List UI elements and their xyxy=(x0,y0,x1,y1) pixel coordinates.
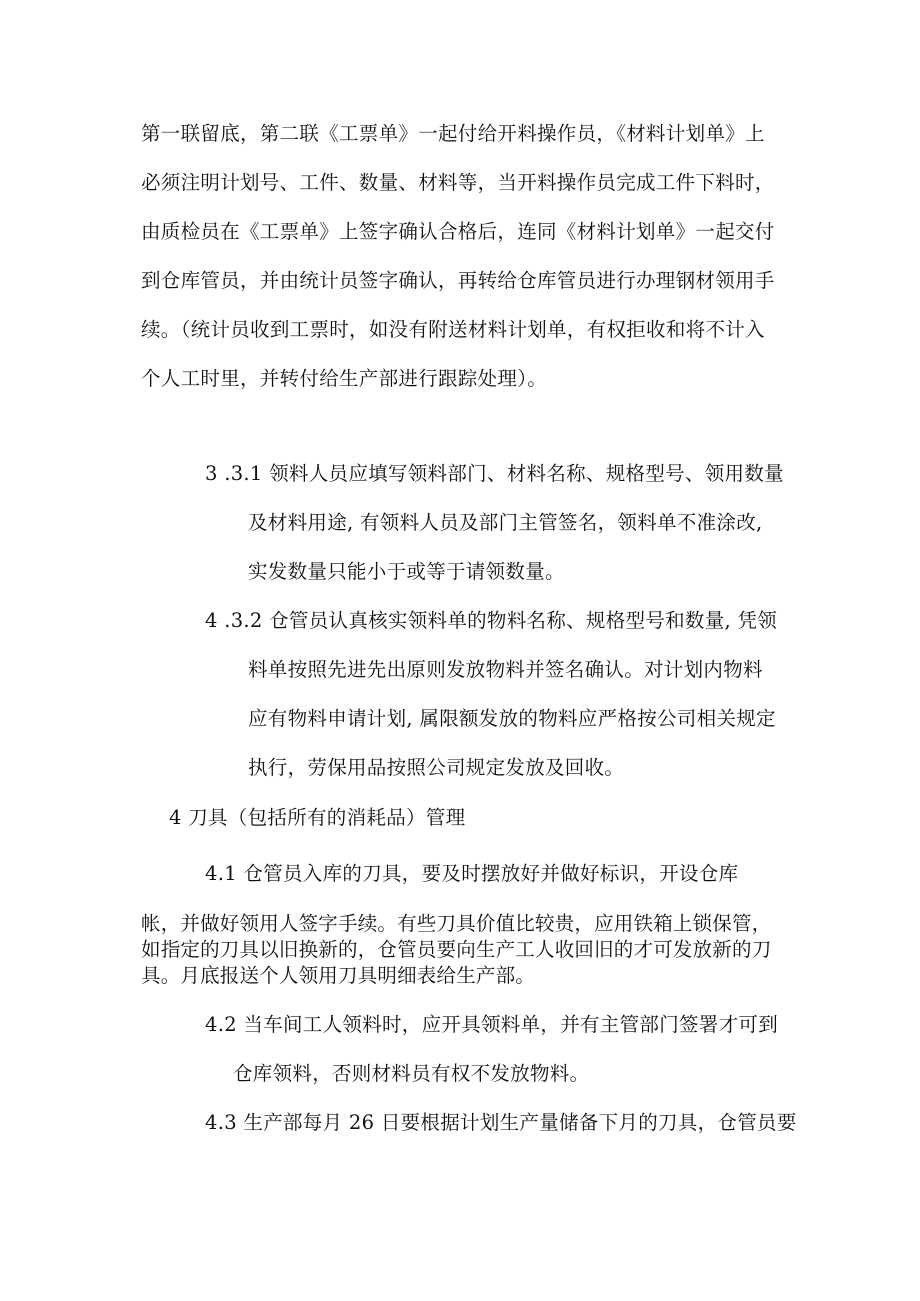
item-4-1-line: 如指定的刀具以旧换新的，仓管员要向生产工人收回旧的才可发放新的刀 xyxy=(141,938,772,961)
item-4-3-2-line: 料单按照先进先出原则发放物料并签名确认。对计划内物料 xyxy=(248,658,763,681)
item-4-3-line: 4.3 生产部每月 26 日要根据计划生产量储备下月的刀具，仓管员要 xyxy=(205,1111,797,1134)
item-4-3-2-line: 4 .3.2 仓管员认真核实领料单的物料名称、规格型号和数量, 凭领 xyxy=(205,609,778,632)
item-3-3-1-line: 3 .3.1 领料人员应填写领料部门、材料名称、规格型号、领用数量 xyxy=(205,462,784,485)
paragraph-1-line: 个人工时里，并转付给生产部进行跟踪处理）。 xyxy=(141,367,548,390)
item-4-2-line: 4.2 当车间工人领料时，应开具领料单，并有主管部门签署才可到 xyxy=(205,1013,779,1036)
section-4-heading: 4 刀具（包括所有的消耗品）管理 xyxy=(169,806,466,829)
item-4-1-line: 帐，并做好领用人签字手续。有些刀具价值比较贵，应用铁箱上锁保管， xyxy=(141,912,772,935)
paragraph-1-line: 由质检员在《工票单》上签字确认合格后，连同《材料计划单》一起交付 xyxy=(141,220,775,243)
paragraph-1-line: 续。（统计员收到工票时，如没有附送材料计划单，有权拒收和将不计入 xyxy=(141,318,765,341)
item-3-3-1-line: 及材料用途, 有领料人员及部门主管签名，领料单不准涂改, xyxy=(248,511,763,534)
item-4-1-line: 具。月底报送个人领用刀具明细表给生产部。 xyxy=(141,964,536,987)
item-4-1-line: 4.1 仓管员入库的刀具，要及时摆放好并做好标识，开设仓库 xyxy=(205,862,739,885)
item-4-2-line: 仓库领料，否则材料员有权不发放物料。 xyxy=(233,1062,590,1085)
item-4-3-2-line: 执行，劳保用品按照公司规定发放及回收。 xyxy=(248,756,625,779)
paragraph-1-line: 第一联留底，第二联《工票单》一起付给开料操作员，《材料计划单》上 xyxy=(141,122,765,145)
item-3-3-1-line: 实发数量只能小于或等于请领数量。 xyxy=(248,560,565,583)
paragraph-1-line: 必须注明计划号、工件、数量、材料等，当开料操作员完成工件下料时， xyxy=(141,171,775,194)
paragraph-1-line: 到仓库管员，并由统计员签字确认，再转给仓库管员进行办理钢材领用手 xyxy=(141,269,775,292)
item-4-3-2-line: 应有物料申请计划, 属限额发放的物料应严格按公司相关规定 xyxy=(248,707,776,730)
